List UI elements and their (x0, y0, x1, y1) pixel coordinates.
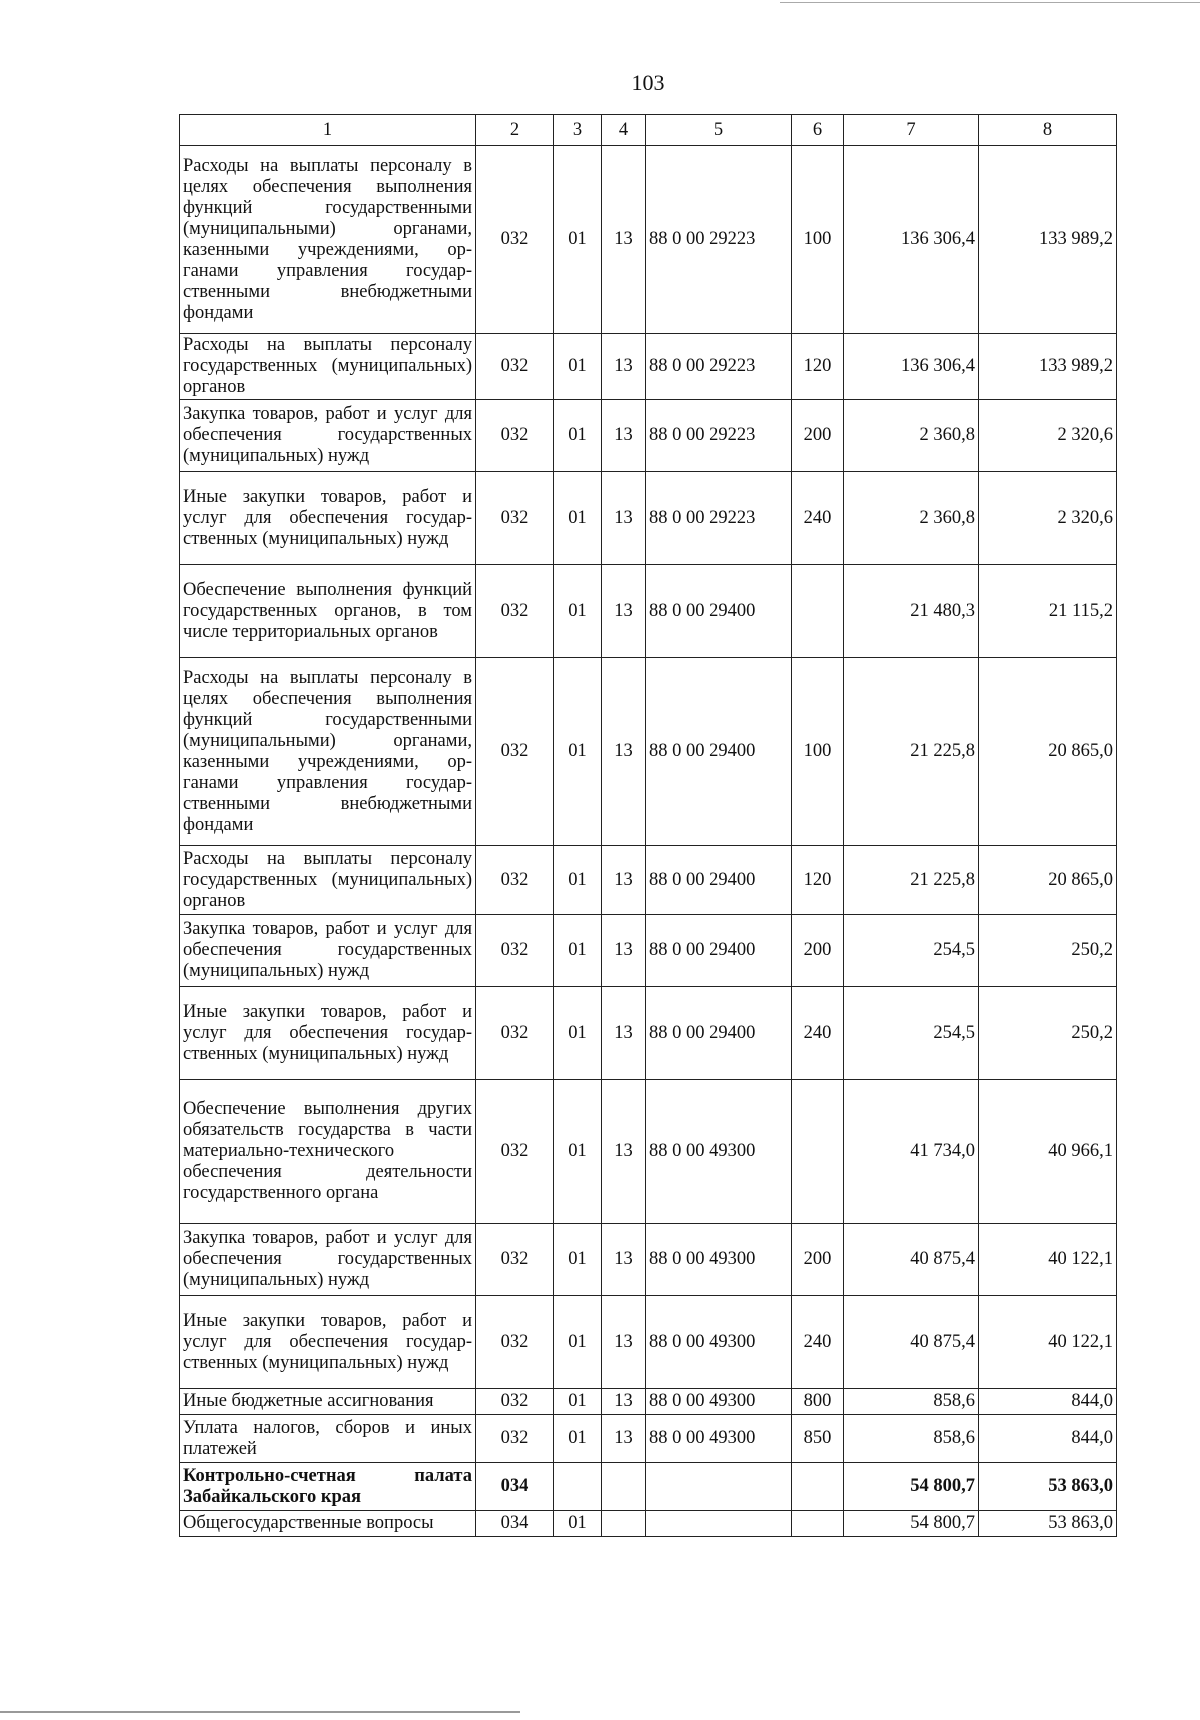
row-name-cell: Расходы на выплаты персоналу государственных (муниципальных) органов (180, 334, 476, 400)
cell-expense-type: 100 (792, 658, 844, 846)
row-name-cell: Расходы на выплаты персоналу в целях обеспечения выполнения функций государственными (муниципальными) органами, казенными учреждениями, органами управления государственными внебюджетными фондами (180, 146, 476, 334)
scan-edge-line (780, 2, 1200, 3)
cell-amount-7: 858,6 (844, 1415, 979, 1463)
header-cell: 6 (792, 115, 844, 146)
cell-target-article: 88 0 00 29400 (646, 658, 792, 846)
cell-ministry: 032 (476, 400, 554, 472)
table-row (180, 400, 1117, 472)
cell-amount-7: 21 480,3 (844, 565, 979, 658)
cell-ministry: 032 (476, 1224, 554, 1296)
cell-ministry: 032 (476, 1296, 554, 1389)
cell-amount-7: 136 306,4 (844, 334, 979, 400)
cell-amount-7: 40 875,4 (844, 1224, 979, 1296)
cell-expense-type: 800 (792, 1389, 844, 1415)
table-row (180, 1463, 1117, 1511)
cell-section: 01 (554, 334, 602, 400)
row-name-cell: Уплата налогов, сборов и иных платежей (180, 1415, 476, 1463)
cell-amount-8: 21 115,2 (979, 565, 1117, 658)
header-row (180, 115, 1117, 146)
cell-expense-type: 200 (792, 400, 844, 472)
cell-subsection: 13 (602, 334, 646, 400)
table-row (180, 1080, 1117, 1224)
cell-amount-8: 250,2 (979, 987, 1117, 1080)
cell-target-article: 88 0 00 29223 (646, 400, 792, 472)
cell-subsection: 13 (602, 1224, 646, 1296)
cell-amount-8: 40 122,1 (979, 1224, 1117, 1296)
cell-amount-8: 20 865,0 (979, 846, 1117, 915)
cell-section: 01 (554, 1080, 602, 1224)
table-header (180, 115, 1117, 146)
cell-target-article (646, 1463, 792, 1511)
cell-amount-8: 844,0 (979, 1389, 1117, 1415)
cell-amount-7: 40 875,4 (844, 1296, 979, 1389)
cell-amount-8: 40 966,1 (979, 1080, 1117, 1224)
cell-expense-type: 240 (792, 472, 844, 565)
cell-subsection: 13 (602, 146, 646, 334)
cell-section (554, 1463, 602, 1511)
cell-expense-type (792, 1511, 844, 1537)
cell-expense-type: 100 (792, 146, 844, 334)
cell-ministry: 032 (476, 846, 554, 915)
cell-amount-7: 136 306,4 (844, 146, 979, 334)
table-row (180, 915, 1117, 987)
cell-ministry: 034 (476, 1511, 554, 1537)
table-row (180, 565, 1117, 658)
cell-amount-8: 2 320,6 (979, 400, 1117, 472)
cell-expense-type (792, 1080, 844, 1224)
cell-section: 01 (554, 565, 602, 658)
table-row (180, 472, 1117, 565)
cell-target-article: 88 0 00 29400 (646, 846, 792, 915)
row-name-cell: Контрольно-счетная палата Забайкальского края (180, 1463, 476, 1511)
cell-ministry: 032 (476, 472, 554, 565)
cell-amount-8: 844,0 (979, 1415, 1117, 1463)
cell-section: 01 (554, 1296, 602, 1389)
cell-ministry: 032 (476, 146, 554, 334)
cell-amount-8: 20 865,0 (979, 658, 1117, 846)
cell-amount-8: 53 863,0 (979, 1463, 1117, 1511)
row-name-cell: Закупка товаров, работ и услуг для обеспечения государственных (муниципальных) нужд (180, 1224, 476, 1296)
cell-target-article: 88 0 00 29400 (646, 987, 792, 1080)
cell-expense-type: 240 (792, 1296, 844, 1389)
cell-target-article: 88 0 00 29400 (646, 915, 792, 987)
cell-amount-7: 858,6 (844, 1389, 979, 1415)
row-name-cell: Закупка товаров, работ и услуг для обеспечения государственных (муниципальных) нужд (180, 400, 476, 472)
cell-amount-8: 53 863,0 (979, 1511, 1117, 1537)
cell-ministry: 032 (476, 987, 554, 1080)
row-name-cell: Обеспечение выполнения других обязательств государства в части материально-технического обеспечения деятельности государственного органа (180, 1080, 476, 1224)
cell-amount-7: 41 734,0 (844, 1080, 979, 1224)
table-row (180, 987, 1117, 1080)
cell-subsection: 13 (602, 987, 646, 1080)
row-name-cell: Обеспечение выполнения функций государственных органов, в том числе территориальных органов (180, 565, 476, 658)
cell-target-article: 88 0 00 29223 (646, 472, 792, 565)
cell-section: 01 (554, 146, 602, 334)
cell-target-article: 88 0 00 49300 (646, 1296, 792, 1389)
cell-expense-type: 850 (792, 1415, 844, 1463)
cell-section: 01 (554, 1389, 602, 1415)
header-cell: 5 (646, 115, 792, 146)
cell-ministry: 032 (476, 334, 554, 400)
header-cell: 8 (979, 115, 1117, 146)
cell-amount-8: 133 989,2 (979, 334, 1117, 400)
cell-section: 01 (554, 1511, 602, 1537)
table-row (180, 1415, 1117, 1463)
cell-amount-7: 254,5 (844, 987, 979, 1080)
cell-amount-7: 21 225,8 (844, 846, 979, 915)
table-row (180, 658, 1117, 846)
cell-amount-8: 133 989,2 (979, 146, 1117, 334)
table-row (180, 1511, 1117, 1537)
cell-amount-7: 54 800,7 (844, 1511, 979, 1537)
table-row (180, 334, 1117, 400)
cell-ministry: 034 (476, 1463, 554, 1511)
row-name-cell: Общегосударственные вопросы (180, 1511, 476, 1537)
table-row (180, 1296, 1117, 1389)
cell-target-article (646, 1511, 792, 1537)
row-name-cell: Закупка товаров, работ и услуг для обеспечения государственных (муниципальных) нужд (180, 915, 476, 987)
header-cell: 1 (180, 115, 476, 146)
cell-expense-type: 120 (792, 334, 844, 400)
cell-subsection: 13 (602, 1389, 646, 1415)
cell-subsection: 13 (602, 915, 646, 987)
cell-target-article: 88 0 00 49300 (646, 1389, 792, 1415)
scan-edge-line (0, 1711, 520, 1713)
row-name-cell: Расходы на выплаты персоналу в целях обеспечения выполнения функций государственными (муниципальными) органами, казенными учреждениями, органами управления государственными внебюджетными фондами (180, 658, 476, 846)
cell-target-article: 88 0 00 29223 (646, 334, 792, 400)
cell-ministry: 032 (476, 915, 554, 987)
cell-amount-7: 2 360,8 (844, 472, 979, 565)
cell-subsection: 13 (602, 846, 646, 915)
cell-subsection (602, 1511, 646, 1537)
cell-subsection: 13 (602, 472, 646, 565)
row-name-cell: Расходы на выплаты персоналу государственных (муниципальных) органов (180, 846, 476, 915)
header-cell: 7 (844, 115, 979, 146)
cell-section: 01 (554, 472, 602, 565)
cell-section: 01 (554, 400, 602, 472)
cell-ministry: 032 (476, 565, 554, 658)
row-name-cell: Иные закупки товаров, работ и услуг для обеспечения государственных (муниципальных) нужд (180, 987, 476, 1080)
cell-section: 01 (554, 658, 602, 846)
cell-ministry: 032 (476, 658, 554, 846)
cell-target-article: 88 0 00 49300 (646, 1415, 792, 1463)
cell-expense-type: 200 (792, 1224, 844, 1296)
cell-subsection: 13 (602, 565, 646, 658)
cell-expense-type: 240 (792, 987, 844, 1080)
header-cell: 4 (602, 115, 646, 146)
cell-section: 01 (554, 915, 602, 987)
budget-table (179, 114, 1117, 1537)
table-row (180, 846, 1117, 915)
cell-section: 01 (554, 1415, 602, 1463)
cell-amount-7: 254,5 (844, 915, 979, 987)
table-row (180, 1224, 1117, 1296)
cell-ministry: 032 (476, 1415, 554, 1463)
row-name-cell: Иные бюджетные ассигнования (180, 1389, 476, 1415)
header-cell: 3 (554, 115, 602, 146)
cell-section: 01 (554, 987, 602, 1080)
cell-expense-type: 200 (792, 915, 844, 987)
cell-subsection (602, 1463, 646, 1511)
cell-amount-8: 2 320,6 (979, 472, 1117, 565)
cell-subsection: 13 (602, 1080, 646, 1224)
cell-target-article: 88 0 00 49300 (646, 1224, 792, 1296)
row-name-cell: Иные закупки товаров, работ и услуг для обеспечения государственных (муниципальных) нужд (180, 1296, 476, 1389)
row-name-cell: Иные закупки товаров, работ и услуг для обеспечения государственных (муниципальных) нужд (180, 472, 476, 565)
table-row (180, 146, 1117, 334)
cell-subsection: 13 (602, 658, 646, 846)
table-row (180, 1389, 1117, 1415)
cell-section: 01 (554, 846, 602, 915)
cell-amount-7: 54 800,7 (844, 1463, 979, 1511)
cell-subsection: 13 (602, 1296, 646, 1389)
cell-expense-type (792, 565, 844, 658)
cell-section: 01 (554, 1224, 602, 1296)
cell-amount-8: 250,2 (979, 915, 1117, 987)
cell-target-article: 88 0 00 29223 (646, 146, 792, 334)
cell-subsection: 13 (602, 1415, 646, 1463)
cell-ministry: 032 (476, 1080, 554, 1224)
cell-expense-type (792, 1463, 844, 1511)
cell-ministry: 032 (476, 1389, 554, 1415)
header-cell: 2 (476, 115, 554, 146)
cell-expense-type: 120 (792, 846, 844, 915)
table-body (180, 146, 1117, 1537)
cell-amount-7: 21 225,8 (844, 658, 979, 846)
cell-amount-7: 2 360,8 (844, 400, 979, 472)
cell-target-article: 88 0 00 49300 (646, 1080, 792, 1224)
page-number: 103 (631, 70, 665, 95)
cell-amount-8: 40 122,1 (979, 1296, 1117, 1389)
cell-target-article: 88 0 00 29400 (646, 565, 792, 658)
cell-subsection: 13 (602, 400, 646, 472)
